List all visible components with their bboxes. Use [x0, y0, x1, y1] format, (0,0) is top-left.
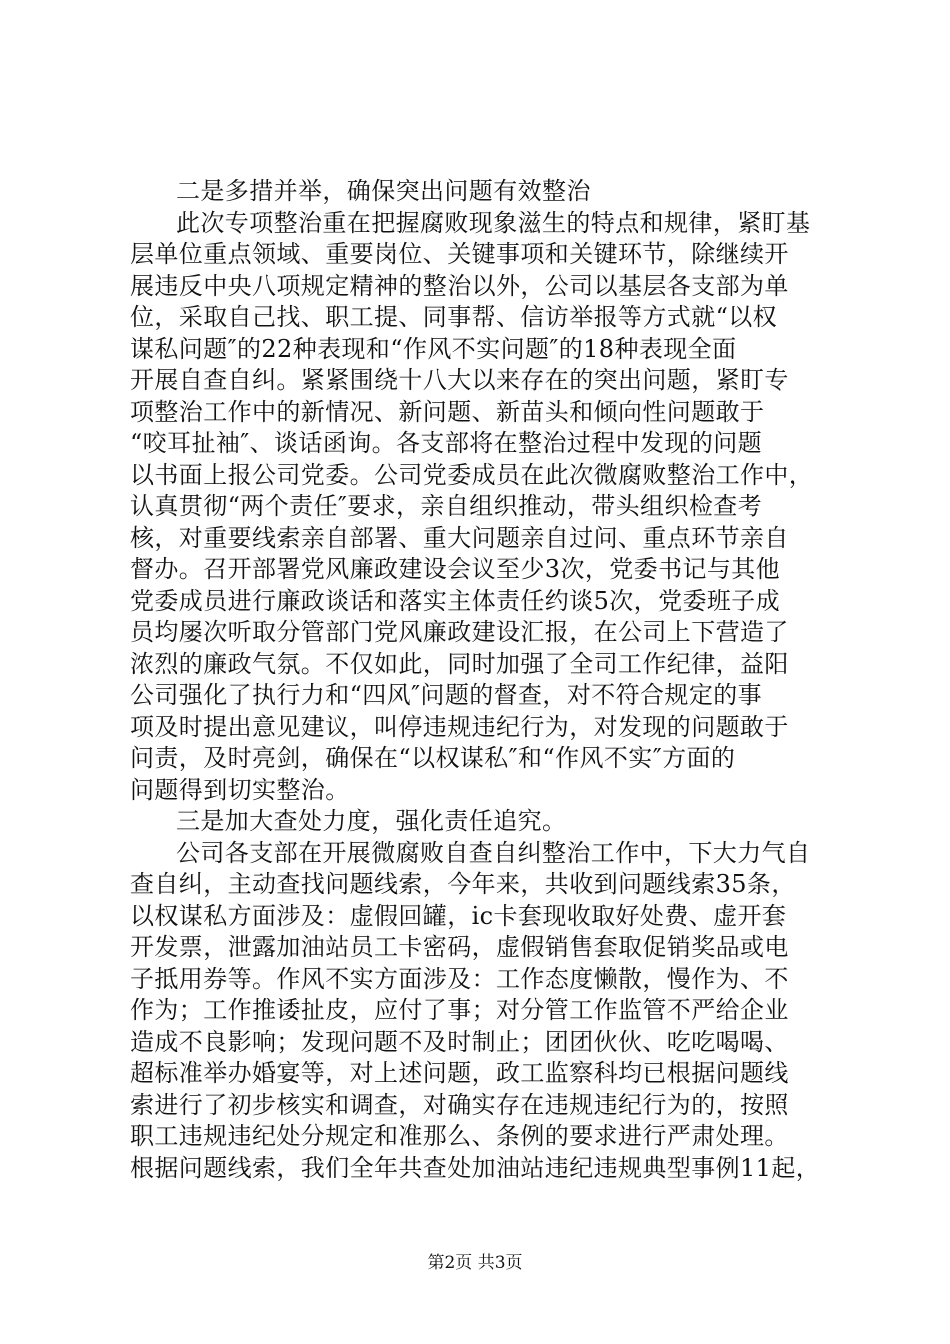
paragraph-line: 党委成员进行廉政谈话和落实主体责任约谈5次，党委班子成 [130, 586, 781, 615]
paragraph-line: 职工违规违纪处分规定和准那么、条例的要求进行严肃处理。 [130, 1122, 789, 1150]
paragraph-line: 查自纠，主动查找问题线索，今年来，共收到问题线索35条， [130, 870, 796, 898]
paragraph-line: “咬耳扯袖″、谈话函询。各支部将在整治过程中发现的问题 [130, 429, 763, 457]
paragraph-line: 公司各支部在开展微腐败自查自纠整治工作中，下大力气自 [176, 838, 811, 867]
paragraph-line: 此次专项整治重在把握腐败现象滋生的特点和规律，紧盯基 [176, 208, 811, 237]
paragraph-line: 位，采取自己找、职工提、同事帮、信访举报等方式就“以权 [130, 303, 778, 331]
paragraph-line: 以权谋私方面涉及：虚假回罐，ic卡套现收取好处费、虚开套 [130, 901, 787, 930]
paragraph-line: 开发票，泄露加油站员工卡密码，虚假销售套取促销奖品或电 [130, 933, 789, 961]
paragraph-line: 浓烈的廉政气氛。不仅如此，同时加强了全司工作纪律，益阳 [130, 649, 789, 678]
paragraph-line: 超标准举办婚宴等，对上述问题，政工监察科均已根据问题线 [130, 1059, 789, 1087]
paragraph-line: 开展自查自纠。紧紧围绕十八大以来存在的突出问题，紧盯专 [130, 366, 789, 394]
heading-2: 二是多措并举，确保突出问题有效整治 [176, 177, 591, 205]
paragraph-line: 项整治工作中的新情况、新问题、新苗头和倾向性问题敢于 [130, 397, 765, 426]
paragraph-line: 以书面上报公司党委。公司党委成员在此次微腐败整治工作中， [130, 460, 814, 489]
paragraph-line: 公司强化了执行力和“四风″问题的督查，对不符合规定的事 [130, 681, 763, 709]
paragraph-line: 索进行了初步核实和调查，对确实存在违规违纪行为的，按照 [130, 1090, 789, 1119]
paragraph-line: 员均屡次听取分管部门党风廉政建设汇报，在公司上下营造了 [130, 618, 789, 646]
paragraph-line: 问责，及时亮剑，确保在“以权谋私″和“作风不实″方面的 [130, 744, 736, 772]
heading-3: 三是加大查处力度，强化责任追究。 [176, 807, 567, 835]
paragraph-line: 展违反中央八项规定精神的整治以外，公司以基层各支部为单 [130, 271, 789, 300]
paragraph-line: 项及时提出意见建议，叫停违规违纪行为，对发现的问题敢于 [130, 712, 789, 741]
paragraph-line: 核，对重要线索亲自部署、重大问题亲自过问、重点环节亲自 [130, 523, 789, 552]
paragraph-line: 根据问题线索，我们全年共查处加油站违纪违规典型事例11起， [130, 1153, 821, 1182]
paragraph-line: 问题得到切实整治。 [130, 775, 350, 804]
paragraph-line: 谋私问题″的22种表现和“作风不实问题″的18种表现全面 [130, 334, 737, 363]
page-footer: 第2页 共3页 [427, 1253, 523, 1273]
paragraph-line: 督办。召开部署党风廉政建设会议至少3次，党委书记与其他 [130, 555, 781, 583]
paragraph-line: 子抵用券等。作风不实方面涉及：工作态度懒散，慢作为、不 [130, 964, 789, 993]
paragraph-line: 层单位重点领域、重要岗位、关键事项和关键环节，除继续开 [130, 240, 789, 268]
paragraph-line: 造成不良影响；发现问题不及时制止；团团伙伙、吃吃喝喝、 [130, 1027, 789, 1056]
document-body [130, 176, 835, 1184]
paragraph-line: 作为；工作推诿扯皮，应付了事；对分管工作监管不严给企业 [130, 996, 789, 1024]
paragraph-line: 认真贯彻“两个责任″要求，亲自组织推动，带头组织检查考 [130, 492, 763, 520]
